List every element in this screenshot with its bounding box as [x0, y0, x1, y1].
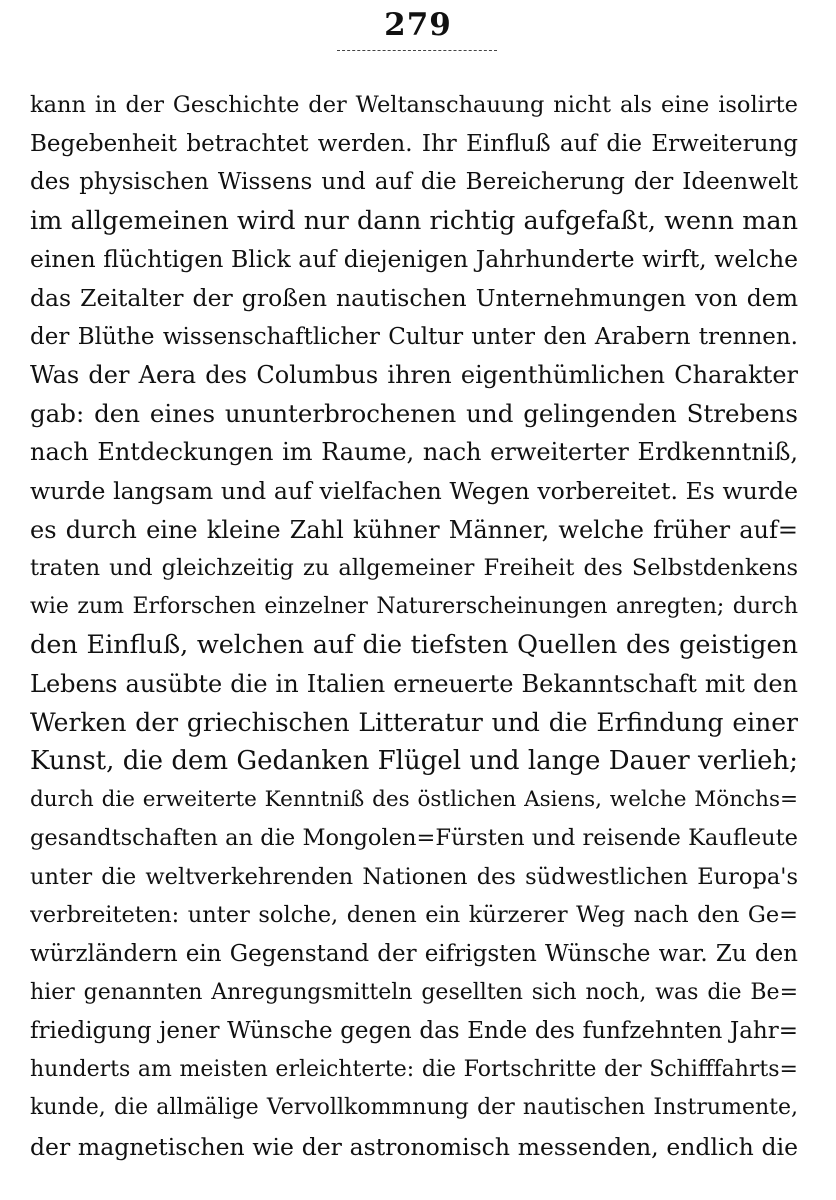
text-line-25: friedigung jener Wünsche gegen das Ende des funfzehnten Jahr=	[30, 1018, 798, 1045]
text-line-14: wie zum Erforschen einzelner Naturerscheinungen anregten; durch	[30, 593, 798, 619]
text-line-12: es durch eine kleine Zahl kühner Männer, welche früher auf=	[30, 515, 798, 544]
body-text	[30, 86, 798, 1167]
text-line-4: im allgemeinen wird nur dann richtig aufgefaßt, wenn man	[30, 205, 798, 236]
text-line-20: gesandtschaften an die Mongolen=Fürsten und reisende Kaufleute	[30, 825, 798, 852]
text-line-13: traten und gleichzeitig zu allgemeiner Freiheit des Selbstdenkens	[30, 555, 798, 582]
text-line-2: Begebenheit betrachtet werden. Ihr Einfluß auf die Erweiterung	[30, 130, 798, 157]
text-line-1: kann in der Geschichte der Weltanschauung nicht als eine isolirte	[30, 92, 798, 118]
text-line-7: der Blüthe wissenschaftlicher Cultur unter den Arabern trennen.	[30, 323, 798, 350]
text-line-16: Lebens ausübte die in Italien erneuerte Bekanntschaft mit den	[30, 669, 798, 698]
text-line-28: der magnetischen wie der astronomisch messenden, endlich die	[30, 1133, 798, 1162]
text-line-10: nach Entdeckungen im Raume, nach erweiterter Erdkenntniß,	[30, 438, 798, 467]
text-line-17: Werken der griechischen Litteratur und die Erfindung einer	[30, 707, 798, 737]
text-line-27: kunde, die allmälige Vervollkommnung der nautischen Instrumente,	[30, 1095, 798, 1121]
text-line-9: gab: den eines ununterbrochenen und gelingenden Strebens	[30, 398, 798, 428]
text-line-21: unter die weltverkehrenden Nationen des südwestlichen Europa's	[30, 863, 798, 890]
text-line-23: würzländern ein Gegenstand der eifrigsten Wünsche war. Zu den	[30, 941, 798, 968]
text-line-5: einen flüchtigen Blick auf diejenigen Jahrhunderte wirft, welche	[30, 245, 798, 274]
text-line-26: hunderts am meisten erleichterte: die Fortschritte der Schifffahrts=	[30, 1056, 798, 1082]
text-line-11: wurde langsam und auf vielfachen Wegen vorbereitet. Es wurde	[30, 476, 798, 505]
text-line-6: das Zeitalter der großen nautischen Unternehmungen von dem	[30, 283, 798, 312]
text-line-8: Was der Aera des Columbus ihren eigenthümlichen Charakter	[30, 361, 798, 390]
text-line-18: Kunst, die dem Gedanken Flügel und lange Dauer verlieh;	[30, 746, 798, 777]
text-line-15: den Einfluß, welchen auf die tiefsten Quellen des geistigen	[30, 630, 798, 661]
text-line-19: durch die erweiterte Kenntniß des östlichen Asiens, welche Mönchs=	[30, 786, 798, 812]
page-number: 279	[384, 7, 452, 43]
header-rule	[337, 50, 497, 51]
text-line-22: verbreiteten: unter solche, denen ein kürzerer Weg nach den Ge=	[30, 902, 798, 929]
text-line-24: hier genannten Anregungsmitteln gesellten sich noch, was die Be=	[30, 979, 798, 1005]
text-line-3: des physischen Wissens und auf die Bereicherung der Ideenwelt	[30, 169, 798, 196]
